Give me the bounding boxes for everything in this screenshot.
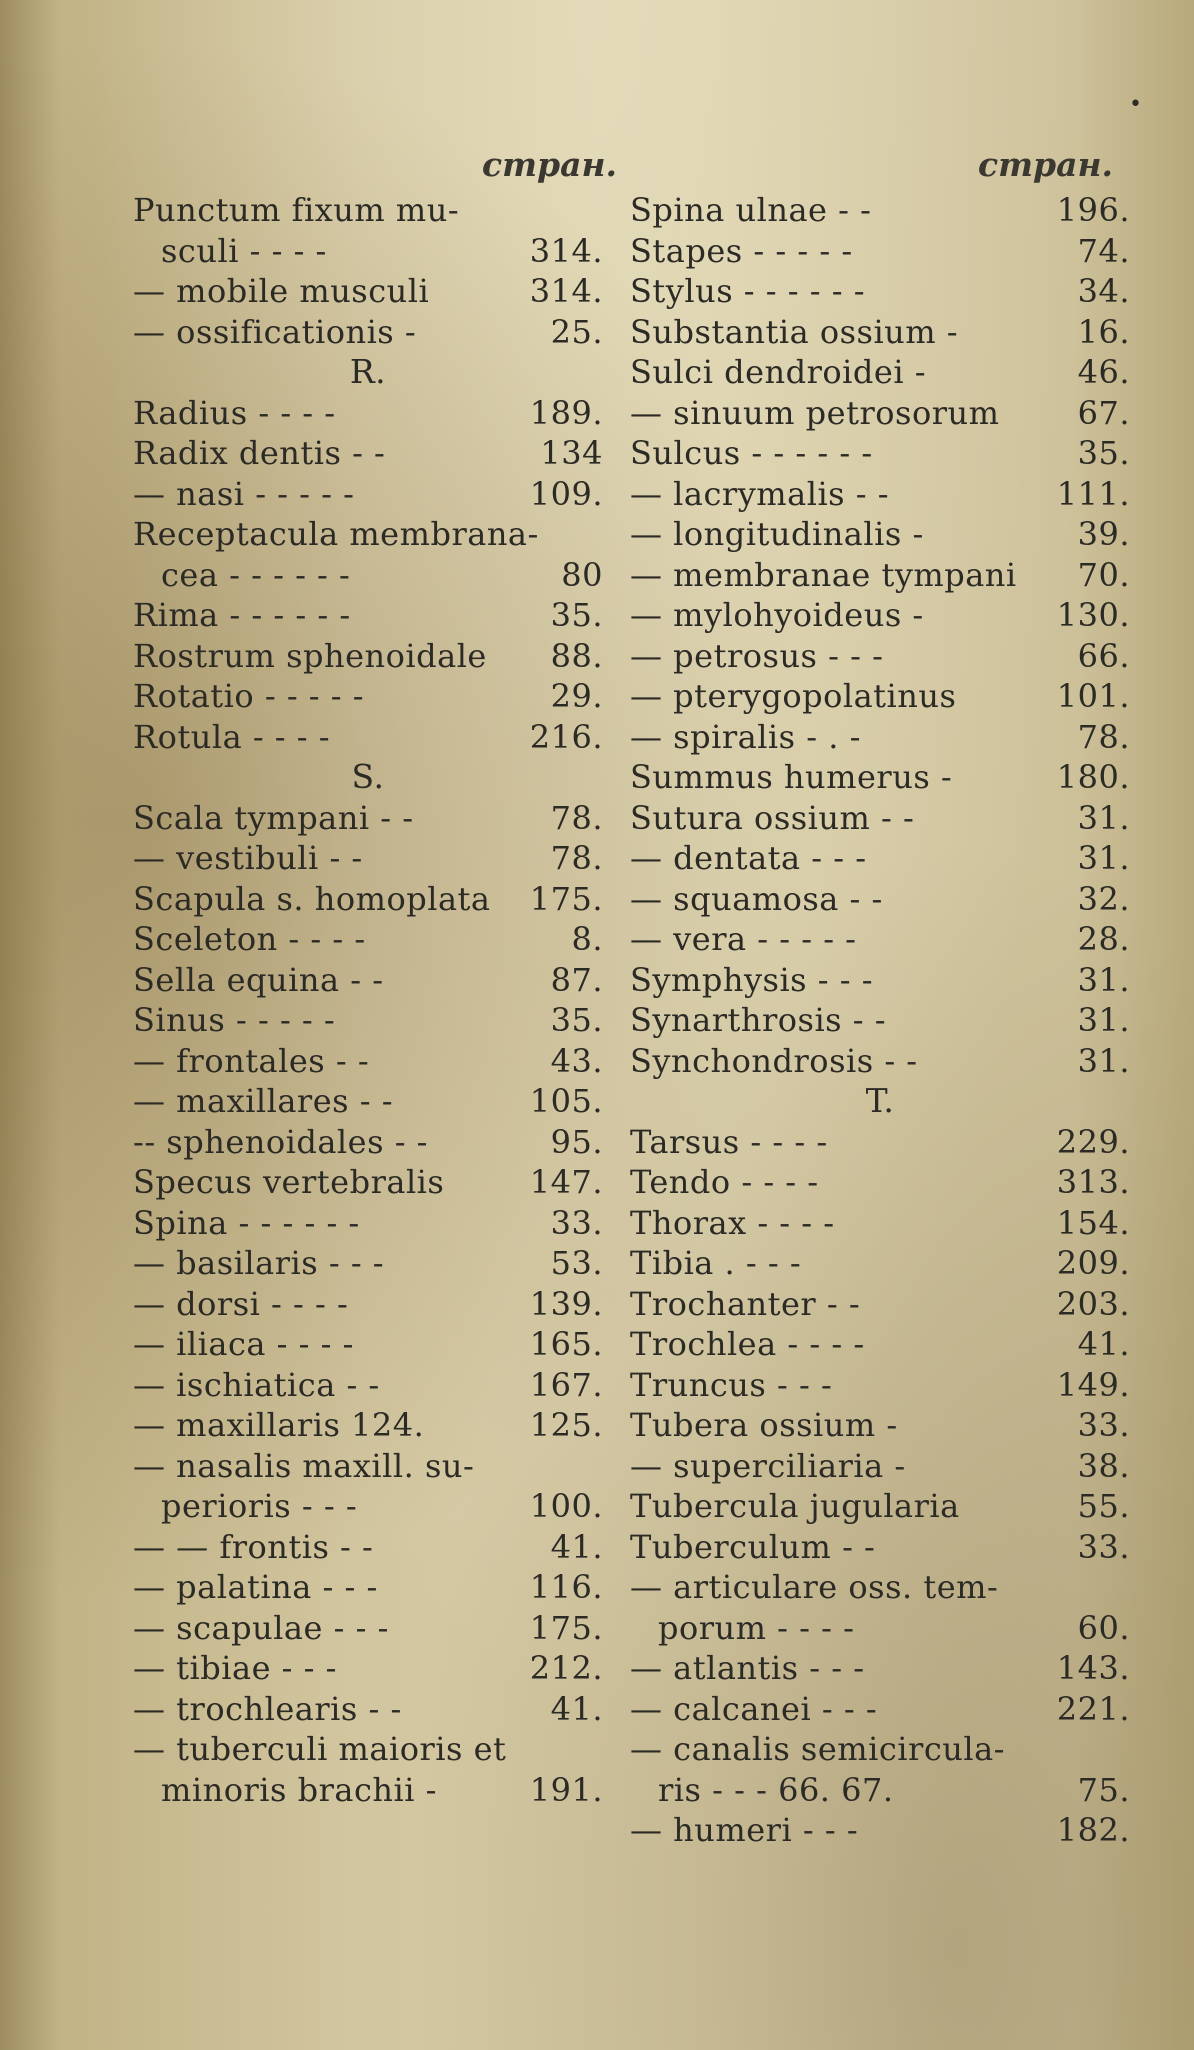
index-entry [630,352,1130,393]
page-number: 35. [550,1001,603,1039]
index-entry [630,919,1130,960]
index-term: Sulcus - - - - - - [630,434,873,472]
page-number: 134 [540,434,603,472]
page-number: 16. [1077,312,1130,351]
index-entry [630,960,1130,1001]
index-term: — palatina - - - [133,1568,378,1606]
index-term: Stapes - - - - - [630,231,853,270]
index-term: minoris brachii - [161,1770,437,1809]
page-number: 41. [550,1527,603,1566]
index-entry [630,1284,1130,1325]
index-term: — maxillaris 124. [133,1406,425,1444]
index-term: ris - - - 66. 67. [658,1770,894,1809]
index-entry [133,1243,603,1284]
index-entry [133,1324,603,1365]
index-term: Synchondrosis - - [630,1041,918,1080]
index-term: Sulci dendroidei - [630,353,927,391]
index-entry [133,1122,603,1163]
page-number: 70. [1077,555,1130,594]
page-number: 31. [1077,798,1130,837]
index-term: — mylohyoideus - [630,596,924,634]
page-number: 28. [1077,920,1130,958]
index-term: — membranae tympani [630,555,1017,594]
index-term: Tuberculum - - [630,1527,876,1566]
section-letter [630,1081,1130,1122]
corner-mark: • [1129,92,1142,117]
index-term: — dorsi - - - - [133,1284,349,1323]
index-term: — frontales - - [133,1041,370,1080]
index-entry [630,1203,1130,1244]
index-entry [630,190,1130,231]
page-number: 87. [550,960,603,999]
index-term: — basilaris - - - [133,1244,385,1282]
index-term: — maxillares - - [133,1082,394,1120]
page-number: 209. [1056,1244,1130,1282]
index-entry [133,190,603,231]
index-term: Receptacula membrana- [133,515,539,553]
index-entry [133,1648,603,1689]
page-number: 25. [550,312,603,351]
index-term: — nasalis maxill. su- [133,1446,475,1485]
index-term: sculi - - - - [161,231,327,270]
page-number: 88. [550,636,603,675]
page-number: 175. [529,1608,603,1647]
page-number: 191. [529,1770,603,1809]
index-entry [133,636,603,677]
index-entry [630,879,1130,920]
index-term: — iliaca - - - - [133,1325,354,1363]
index-term: — superciliaria - [630,1446,906,1485]
index-entry [630,433,1130,474]
page-number: 39. [1077,515,1130,553]
index-entry [630,514,1130,555]
index-term: — trochlearis - - [133,1689,402,1728]
index-entry [133,1486,603,1527]
index-entry [133,1284,603,1325]
index-entry [133,555,603,596]
index-term: — scapulae - - - [133,1608,389,1647]
index-term: Tubercula jugularia [630,1487,960,1525]
page-number: 53. [550,1244,603,1282]
section-letter-text: R. [349,352,387,391]
page-number: 175. [529,879,603,918]
index-entry [133,433,603,474]
left-column-header: стран. [482,145,618,184]
index-entry [133,1527,603,1568]
page-number: 189. [529,393,603,432]
page-number: 182. [1056,1811,1130,1849]
index-entry [630,1689,1130,1730]
index-term: Radix dentis - - [133,434,386,472]
page-number: 101. [1056,677,1130,715]
page-number: 41. [1077,1325,1130,1363]
index-entry [630,271,1130,312]
index-term: — petrosus - - - [630,636,884,675]
index-term: Summus humerus - [630,758,953,796]
page-number: 147. [529,1163,603,1201]
page-number: 78. [550,798,603,837]
index-term: Sceleton - - - - [133,920,366,958]
index-entry [630,1608,1130,1649]
section-letter-text: S. [351,757,385,796]
index-term: Spina ulnae - - [630,191,872,229]
index-term: — articulare oss. tem- [630,1568,999,1606]
page-number: 29. [550,677,603,715]
index-entry [133,676,603,717]
index-entry [133,717,603,758]
index-entry [133,919,603,960]
index-term: Spina - - - - - - [133,1203,360,1242]
index-term: — lacrymalis - - [630,474,890,513]
index-entry [630,1405,1130,1446]
page-number: 229. [1056,1122,1130,1161]
index-entry [133,271,603,312]
page-number: 33. [1077,1527,1130,1566]
index-term: Trochlea - - - - [630,1325,865,1363]
index-entry [630,1486,1130,1527]
index-entry [133,960,603,1001]
page-number: 31. [1077,839,1130,877]
index-entry [133,1729,603,1770]
index-term: Sinus - - - - - [133,1001,336,1039]
index-term: Rostrum sphenoidale [133,636,487,675]
page-number: 60. [1077,1608,1130,1647]
index-term: Trochanter - - [630,1284,861,1323]
page-number: 78. [550,839,603,877]
index-term: Symphysis - - - [630,960,874,999]
index-entry [630,474,1130,515]
index-term: Punctum fixum mu- [133,191,460,229]
index-term: — ischiatica - - [133,1365,380,1404]
right-index-column [630,190,1130,1851]
index-term: — mobile musculi [133,272,430,310]
index-term: Rima - - - - - - [133,596,351,634]
index-term: Scala tympani - - [133,798,414,837]
index-entry [630,231,1130,272]
index-term: perioris - - - [161,1487,358,1525]
index-entry [133,1000,603,1041]
index-entry [133,1405,603,1446]
index-entry [133,1081,603,1122]
index-entry [133,595,603,636]
index-entry [630,1122,1130,1163]
index-entry [133,1770,603,1811]
page-number: 35. [1077,434,1130,472]
page-number: 80 [561,555,603,594]
index-entry [630,717,1130,758]
section-letter-text: T. [865,1081,895,1120]
page-number: 55. [1077,1487,1130,1525]
index-term: — tibiae - - - [133,1649,337,1687]
page-number: 32. [1077,879,1130,918]
page-number: 154. [1056,1203,1130,1242]
index-entry [133,798,603,839]
index-term: — humeri - - - [630,1811,859,1849]
page-number: 35. [550,596,603,634]
index-term: Thorax - - - - [630,1203,835,1242]
index-term: Substantia ossium - [630,312,959,351]
index-entry [133,1446,603,1487]
index-term: — ossificationis - [133,312,417,351]
page-number: 43. [550,1041,603,1080]
index-entry [133,514,603,555]
page-number: 116. [529,1568,603,1606]
index-entry [133,393,603,434]
index-term: — nasi - - - - - [133,474,355,513]
index-term: Tendo - - - - [630,1163,819,1201]
index-term: Tubera ossium - [630,1406,898,1444]
index-entry [630,1810,1130,1851]
index-entry [630,1567,1130,1608]
page-number: 143. [1056,1649,1130,1687]
index-entry [630,312,1130,353]
page-number: 33. [550,1203,603,1242]
page-number: 139. [529,1284,603,1323]
page-number: 203. [1056,1284,1130,1323]
index-term: porum - - - - [658,1608,855,1647]
index-term: — calcanei - - - [630,1689,878,1728]
index-entry [630,1243,1130,1284]
index-entry [133,312,603,353]
index-entry [630,757,1130,798]
page-number: 31. [1077,1041,1130,1080]
index-term: — tuberculi maioris et [133,1730,507,1768]
index-term: Rotula - - - - [133,717,331,756]
page-number: 149. [1056,1365,1130,1404]
page-number: 167. [529,1365,603,1404]
page-number: 130. [1056,596,1130,634]
page-number: 8. [571,920,603,958]
index-entry [630,1648,1130,1689]
index-term: Synarthrosis - - [630,1001,887,1039]
index-entry [133,231,603,272]
page-number: 111. [1056,474,1130,513]
index-term: — longitudinalis - [630,515,924,553]
index-entry [133,1365,603,1406]
right-column-header: стран. [978,145,1114,184]
index-entry [133,1162,603,1203]
page-number: 67. [1077,393,1130,432]
page-number: 34. [1077,272,1130,310]
index-term: Scapula s. homoplata [133,879,491,918]
page-number: 105. [529,1082,603,1120]
index-entry [133,1608,603,1649]
index-entry [630,555,1130,596]
index-entry [630,676,1130,717]
page-number: 221. [1056,1689,1130,1728]
index-term: Truncus - - - [630,1365,833,1404]
page-number: 314. [529,272,603,310]
index-entry [630,393,1130,434]
page-number: 41. [550,1689,603,1728]
index-term: Sella equina - - [133,960,384,999]
index-term: — canalis semicircula- [630,1730,1005,1768]
index-entry [630,1365,1130,1406]
index-entry [630,1324,1130,1365]
page-number: 33. [1077,1406,1130,1444]
page-number: 165. [529,1325,603,1363]
index-entry [133,1041,603,1082]
page-number: 100. [529,1487,603,1525]
index-term: -- sphenoidales - - [133,1122,428,1161]
index-entry [630,1527,1130,1568]
page-number: 212. [529,1649,603,1687]
index-term: — — frontis - - [133,1527,374,1566]
page-number: 46. [1077,353,1130,391]
page-number: 31. [1077,960,1130,999]
index-term: Sutura ossium - - [630,798,915,837]
index-term: Specus vertebralis [133,1163,445,1201]
index-entry [630,838,1130,879]
index-entry [630,1770,1130,1811]
index-entry [630,1446,1130,1487]
page-number: 314. [529,231,603,270]
index-term: — spiralis - . - [630,717,861,756]
index-term: — atlantis - - - [630,1649,865,1687]
index-term: Stylus - - - - - - [630,272,866,310]
index-term: Rotatio - - - - - [133,677,365,715]
page-number: 38. [1077,1446,1130,1485]
index-term: — vestibuli - - [133,839,363,877]
index-entry [630,1041,1130,1082]
page-number: 180. [1056,758,1130,796]
index-term: Tibia . - - - [630,1244,802,1282]
page-number: 109. [529,474,603,513]
page-number: 196. [1056,191,1130,229]
index-entry [630,1162,1130,1203]
page-number: 216. [529,717,603,756]
page-number: 125. [529,1406,603,1444]
index-entry [133,1689,603,1730]
index-entry [630,595,1130,636]
index-term: Radius - - - - [133,393,336,432]
index-entry [630,636,1130,677]
index-term: — vera - - - - - [630,920,857,958]
section-letter [133,352,603,393]
index-entry [630,798,1130,839]
page-number: 78. [1077,717,1130,756]
index-entry [133,879,603,920]
index-term: cea - - - - - - [161,555,351,594]
index-term: — pterygopolatinus [630,677,957,715]
page-number: 74. [1077,231,1130,270]
section-letter [133,757,603,798]
page-number: 31. [1077,1001,1130,1039]
index-entry [133,1567,603,1608]
index-term: — squamosa - - [630,879,883,918]
index-term: — sinuum petrosorum [630,393,1000,432]
index-entry [630,1729,1130,1770]
index-entry [133,474,603,515]
left-index-column [133,190,603,1810]
page-number: 75. [1077,1770,1130,1809]
index-entry [133,1203,603,1244]
page-number: 66. [1077,636,1130,675]
index-entry [630,1000,1130,1041]
index-term: Tarsus - - - - [630,1122,828,1161]
index-term: — dentata - - - [630,839,867,877]
index-entry [133,838,603,879]
page-number: 313. [1056,1163,1130,1201]
page-number: 95. [550,1122,603,1161]
